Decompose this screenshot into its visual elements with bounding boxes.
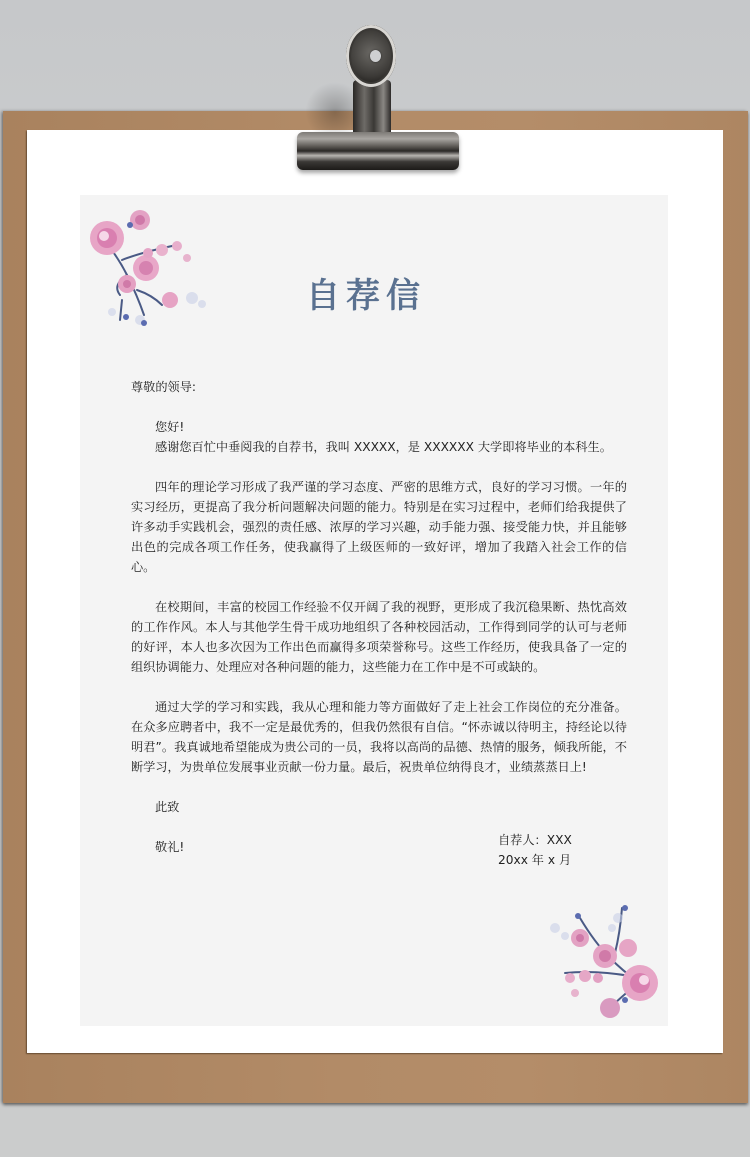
closing-cizhi: 此致 (155, 800, 180, 814)
signature-name: 自荐人：XXX (498, 833, 572, 847)
letter-body (131, 377, 627, 857)
page-title: 自荐信 (306, 276, 426, 316)
paragraph-campus: 在校期间，丰富的校园工作经验不仅开阔了我的视野，更形成了我沉稳果断、热忱高效的工作作风。本人与其他学生骨干成功地组织了各种校园活动，工作得到同学的认可与老师的好评，本人也多次因为工作出色而赢得多项荣誉称号。这些工作经历，使我具备了一定的组织协调能力、处理应对各种问题的能力，这些能力在工作中是不可或缺的。 (131, 600, 627, 674)
greeting: 您好! (155, 420, 185, 434)
signature-block (498, 830, 572, 870)
clip-base (297, 132, 459, 170)
closing-jingli: 敬礼! (155, 840, 185, 854)
intro-line: 感谢您百忙中垂阅我的自荐书，我叫 XXXXX，是 XXXXXX 大学即将毕业的本科生。 (155, 440, 612, 454)
clip-hole (370, 50, 381, 62)
signature-date: 20xx 年 x 月 (498, 853, 572, 867)
paragraph-study: 四年的理论学习形成了我严谨的学习态度、严密的思维方式，良好的学习习惯。一年的实习经历，更提高了我分析问题解决问题的能力。特别是在实习过程中，老师们给我提供了许多动手实践机会，强烈的责任感、浓厚的学习兴趣，动手能力强、接受能力快，并且能够出色的完成各项工作任务，使我赢得了上级医师的一致好评，增加了我踏入社会工作的信心。 (131, 480, 627, 574)
flower-decoration-top-left-icon (82, 200, 222, 335)
flower-decoration-bottom-right-icon (540, 898, 665, 1018)
binder-clip-icon (285, 22, 465, 172)
salutation: 尊敬的领导: (131, 380, 197, 394)
paragraph-conclusion: 通过大学的学习和实践，我从心理和能力等方面做好了走上社会工作岗位的充分准备。在众多应聘者中，我不一定是最优秀的，但我仍然很有自信。“怀赤诚以待明主，持经论以待明君”。我真诚地希望能成为贵公司的一员，我将以高尚的品德、热情的服务，倾我所能，不断学习，为贵单位发展事业贡献一份力量。最后，祝贵单位纳得良才，业绩蒸蒸日上! (131, 700, 627, 774)
clip-neck (353, 80, 391, 140)
